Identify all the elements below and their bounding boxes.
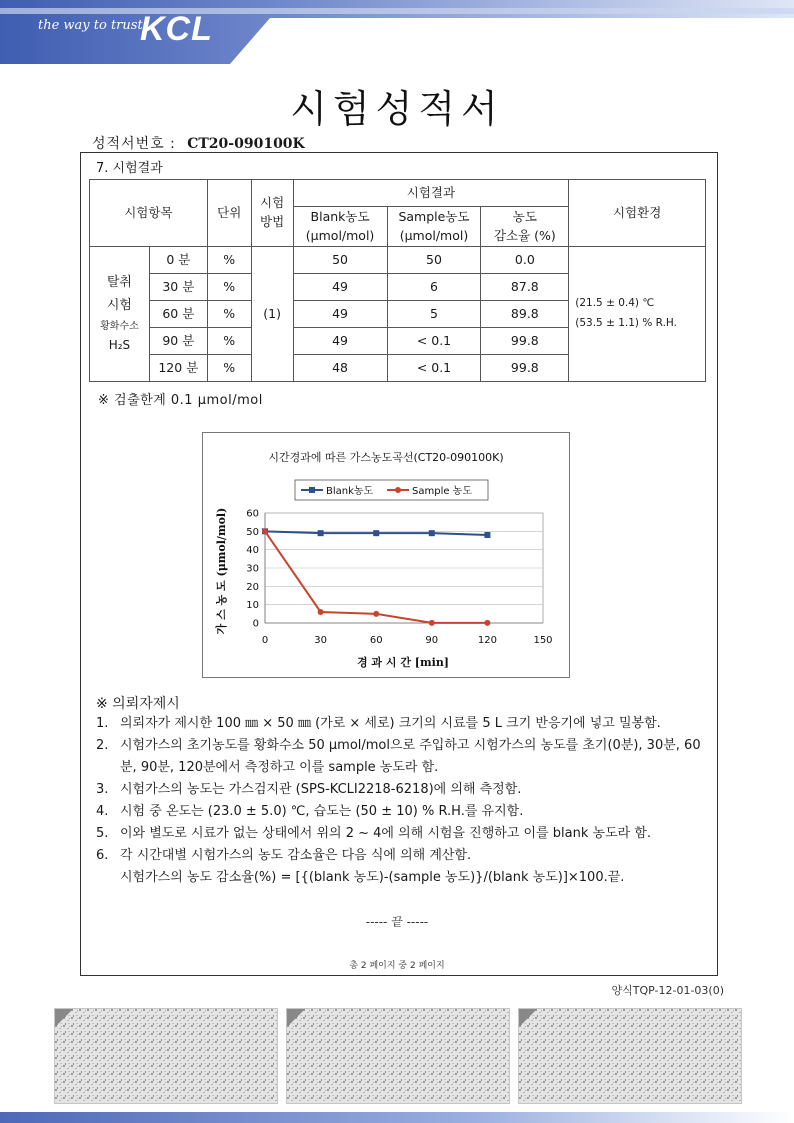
- chart-x-tick-label: 150: [533, 635, 553, 646]
- list-item-text: 시험가스의 농도 감소율(%) = [{(blank 농도)-(sample 농도)}/(blank 농도)]×100.끝.: [120, 870, 625, 885]
- series-sample-point: [484, 620, 490, 626]
- row-blank: 49: [293, 274, 387, 301]
- chart-title: 시간경과에 따른 가스농도곡선(CT20-090100K): [268, 451, 504, 464]
- row-sample: < 0.1: [387, 355, 481, 382]
- list-item: [96, 823, 716, 845]
- list-item: [96, 713, 716, 735]
- header-method: [251, 180, 293, 247]
- item-group-line3: 황화수소: [100, 320, 139, 332]
- chart-x-tick-label: 60: [369, 635, 383, 646]
- list-item-number: 1.: [96, 716, 109, 731]
- row-time: 0 분: [149, 247, 207, 274]
- series-blank-point: [373, 530, 379, 536]
- chart-y-tick-label: 20: [246, 581, 259, 593]
- header-method-line2: 방법: [260, 214, 285, 229]
- list-item: [96, 801, 716, 823]
- series-blank-point: [429, 530, 435, 536]
- header-sample: [387, 207, 481, 247]
- chart-y-tick-label: 0: [252, 618, 259, 630]
- list-item-text: 각 시간대별 시험가스의 농도 감소율은 다음 식에 의해 계산함.: [120, 848, 472, 863]
- list-item-number: 2.: [96, 738, 109, 753]
- list-item: [96, 845, 716, 867]
- list-item-number: 5.: [96, 826, 109, 841]
- environment-temperature: (21.5 ± 0.4) ℃: [575, 297, 655, 310]
- certificate-number-value: CT20-090100K: [187, 136, 305, 152]
- series-sample-point: [318, 609, 324, 615]
- table-row: [90, 247, 706, 274]
- row-unit: %: [207, 301, 251, 328]
- series-sample-point: [373, 611, 379, 617]
- row-time: 30 분: [149, 274, 207, 301]
- header-test-item: 시험항목: [90, 180, 208, 247]
- row-time: 60 분: [149, 301, 207, 328]
- row-sample: 6: [387, 274, 481, 301]
- section-title: 7. 시험결과: [96, 161, 163, 176]
- environment-cell: [569, 247, 706, 382]
- header-tagline: the way to trust: [38, 18, 143, 33]
- series-sample-point: [429, 620, 435, 626]
- chart-y-tick-label: 30: [246, 563, 259, 575]
- chart-x-tick-label: 120: [477, 635, 497, 646]
- environment-humidity: (53.5 ± 1.1) % R.H.: [575, 317, 677, 329]
- row-sample: < 0.1: [387, 328, 481, 355]
- row-unit: %: [207, 328, 251, 355]
- list-item-text: 시험가스의 농도는 가스검지관 (SPS-KCLI2218-6218)에 의해 측정함.: [120, 782, 522, 797]
- list-item: [96, 867, 716, 889]
- chart-x-tick-label: 30: [314, 635, 327, 646]
- list-item-number: 3.: [96, 782, 109, 797]
- legend-sample-label: Sample 농도: [412, 486, 472, 497]
- series-sample-point: [262, 528, 268, 534]
- method-cell: (1): [251, 247, 293, 382]
- row-sample: 5: [387, 301, 481, 328]
- row-reduction: 99.8: [481, 355, 569, 382]
- list-item: [96, 735, 716, 779]
- row-time: 90 분: [149, 328, 207, 355]
- chart-y-tick-label: 50: [246, 526, 259, 538]
- header-sample-line1: Sample농도: [398, 208, 470, 224]
- chart-y-tick-label: 10: [246, 600, 259, 612]
- form-code: 양식TQP-12-01-03(0): [611, 984, 724, 997]
- header-results-group: 시험결과: [293, 180, 569, 207]
- header-sample-line2: (μmol/mol): [399, 227, 469, 243]
- header-method-line1: 시험: [260, 195, 285, 211]
- list-item-text: 의뢰자가 제시한 100 ㎜ × 50 ㎜ (가로 × 세로) 크기의 시료를 5 L 크기 반응기에 넣고 밀봉함.: [120, 716, 661, 731]
- row-blank: 48: [293, 355, 387, 382]
- chart-x-axis-label: 경 과 시 간 [min]: [356, 656, 450, 669]
- row-unit: %: [207, 274, 251, 301]
- requests-list: [96, 713, 716, 889]
- chart-x-tick-label: 0: [261, 635, 269, 646]
- certificate-number: [92, 133, 305, 153]
- legend-blank-label: Blank농도: [326, 486, 374, 497]
- header-blank-line2: (μmol/mol): [305, 227, 375, 243]
- end-mark: ----- 끝 -----: [365, 915, 429, 929]
- list-item-text: 시험가스의 초기농도를 황화수소 50 μmol/mol으로 주입하고 시험가스의 농도를 초기(0분), 30분, 60분, 90분, 120분에서 측정하고 이를 sample 농도라 함.: [120, 738, 701, 775]
- row-time: 120 분: [149, 355, 207, 382]
- row-unit: %: [207, 247, 251, 274]
- row-reduction: 87.8: [481, 274, 569, 301]
- requests-title: ※ 의뢰자제시: [96, 696, 180, 712]
- header-reduction: [481, 207, 569, 247]
- certificate-number-label: 성적서번호 :: [92, 136, 176, 152]
- header-reduction-line1: 농도: [512, 208, 537, 224]
- list-item-text: 이와 별도로 시료가 없는 상태에서 위의 2 ~ 4에 의해 시험을 진행하고 이를 blank 농도라 함.: [120, 826, 652, 841]
- security-pattern-strip: [54, 1008, 278, 1104]
- legend-sample-marker: [395, 487, 401, 493]
- chart-y-tick-label: 40: [246, 545, 259, 557]
- footer-bar: [0, 1112, 794, 1123]
- chart-plot-area: [246, 509, 552, 647]
- row-reduction: 89.8: [481, 301, 569, 328]
- series-blank-point: [318, 530, 324, 536]
- legend-blank-marker: [309, 487, 315, 493]
- detection-limit-note: ※ 검출한계 0.1 μmol/mol: [98, 393, 263, 408]
- row-blank: 49: [293, 301, 387, 328]
- item-group-line2: 시험: [106, 297, 132, 313]
- header-reduction-line2: 감소율 (%): [493, 227, 556, 243]
- chart-y-axis-label: 가 스 농 도 (μmol/mol): [215, 507, 228, 635]
- list-item: [96, 779, 716, 801]
- security-pattern-strip: [518, 1008, 742, 1104]
- list-item-number: 6.: [96, 848, 109, 863]
- chart-x-tick-label: 90: [425, 635, 439, 646]
- kcl-logo: KCL: [140, 10, 213, 48]
- chart-y-tick-label: 60: [246, 508, 259, 520]
- header-unit: 단위: [207, 180, 251, 247]
- row-reduction: 99.8: [481, 328, 569, 355]
- row-reduction: 0.0: [481, 247, 569, 274]
- header-blank: [293, 207, 387, 247]
- header-environment: 시험환경: [569, 180, 706, 247]
- item-group-line1: 탈취: [106, 275, 132, 290]
- header-blank-line1: Blank농도: [310, 208, 370, 224]
- row-blank: 49: [293, 328, 387, 355]
- row-blank: 50: [293, 247, 387, 274]
- series-blank-point: [484, 532, 490, 538]
- row-sample: 50: [387, 247, 481, 274]
- item-group-cell: [90, 247, 150, 382]
- list-item-number: 4.: [96, 804, 109, 819]
- list-item-text: 시험 중 온도는 (23.0 ± 5.0) ℃, 습도는 (50 ± 10) % R.H.를 유지함.: [120, 804, 524, 819]
- page-info: 총 2 페이지 중 2 페이지: [349, 961, 445, 971]
- document-title: 시험성적서: [290, 87, 504, 131]
- row-unit: %: [207, 355, 251, 382]
- results-table: [89, 179, 706, 382]
- list-item-number: [96, 867, 120, 889]
- security-pattern-strip: [286, 1008, 510, 1104]
- item-group-formula: H₂S: [108, 338, 131, 352]
- gas-concentration-chart: [202, 432, 570, 678]
- chart-svg: [203, 433, 569, 677]
